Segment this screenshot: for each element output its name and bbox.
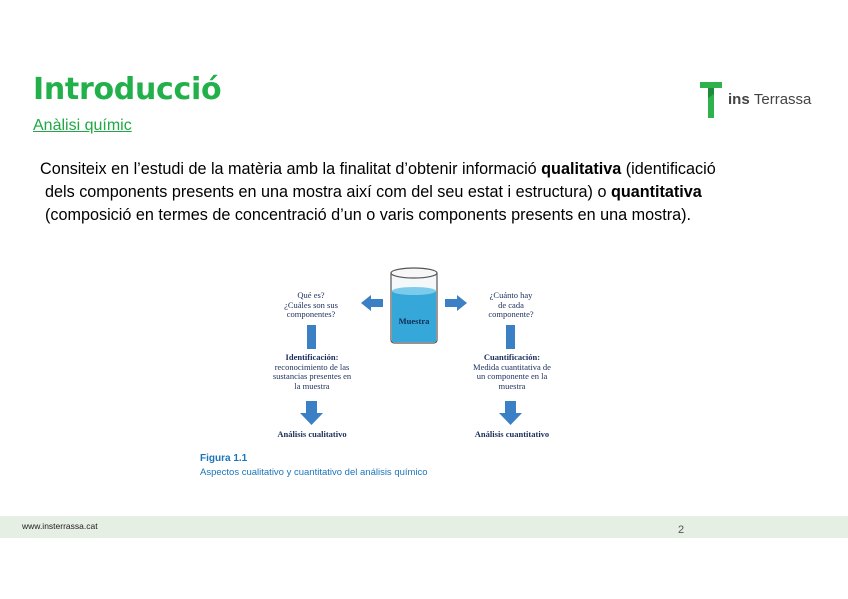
footer-url-link[interactable]: www.insterrassa.cat [22,521,98,531]
quantitative-keyword: quantitativa [610,183,702,201]
left-step: Identificación: reconocimiento de las sustancias presentes en la muestra [257,353,367,391]
left-step-title: Identificación: [285,352,339,362]
figure-caption-number: Figura 1.1 [200,453,248,464]
intro-line-3: (composició en termes de concentració d’un o varis components presents en una mostra). [45,206,692,224]
left-down-arrow-icon [300,401,323,425]
arrow-left-icon [361,295,383,311]
left-result: Análisis cualitativo [277,429,347,439]
page-number: 2 [678,524,685,536]
right-connector-bar [506,325,515,349]
right-result: Análisis cuantitativo [474,429,550,439]
logo-text-ins: ins [728,91,750,108]
sample-label: Muestra [398,316,430,326]
page-title: Introducció [33,72,222,107]
right-step: Cuantificación: Medida cuantitativa de un componente en la muestra [457,353,567,391]
right-down-arrow-icon [499,401,522,425]
right-question: ¿Cuánto hay de cada componente? [488,290,534,319]
sample-beaker-icon [391,268,437,343]
intro-line-2: dels components presents en una mostra així com del seu estat i estructura) o quantitativa [45,183,702,201]
left-question: Qué es? ¿Cuáles son sus componentes? [284,290,338,319]
right-step-title: Cuantificación: [483,352,541,362]
intro-paragraph [40,158,810,227]
qualitative-keyword: qualitativa [541,160,622,178]
analysis-figure [195,265,605,485]
section-subtitle-link[interactable]: Anàlisi químic [33,117,132,134]
logo-text-terrassa: Terrassa [753,91,812,108]
footer-band [0,516,848,538]
left-connector-bar [307,325,316,349]
intro-line-1: Consiteix en l’estudi de la matèria amb la finalitat d’obtenir informació qualitativa (identificació [40,160,716,178]
logo-text [728,91,811,108]
figure-caption: Aspectos cualitativo y cuantitativo del análisis químico [200,467,428,478]
